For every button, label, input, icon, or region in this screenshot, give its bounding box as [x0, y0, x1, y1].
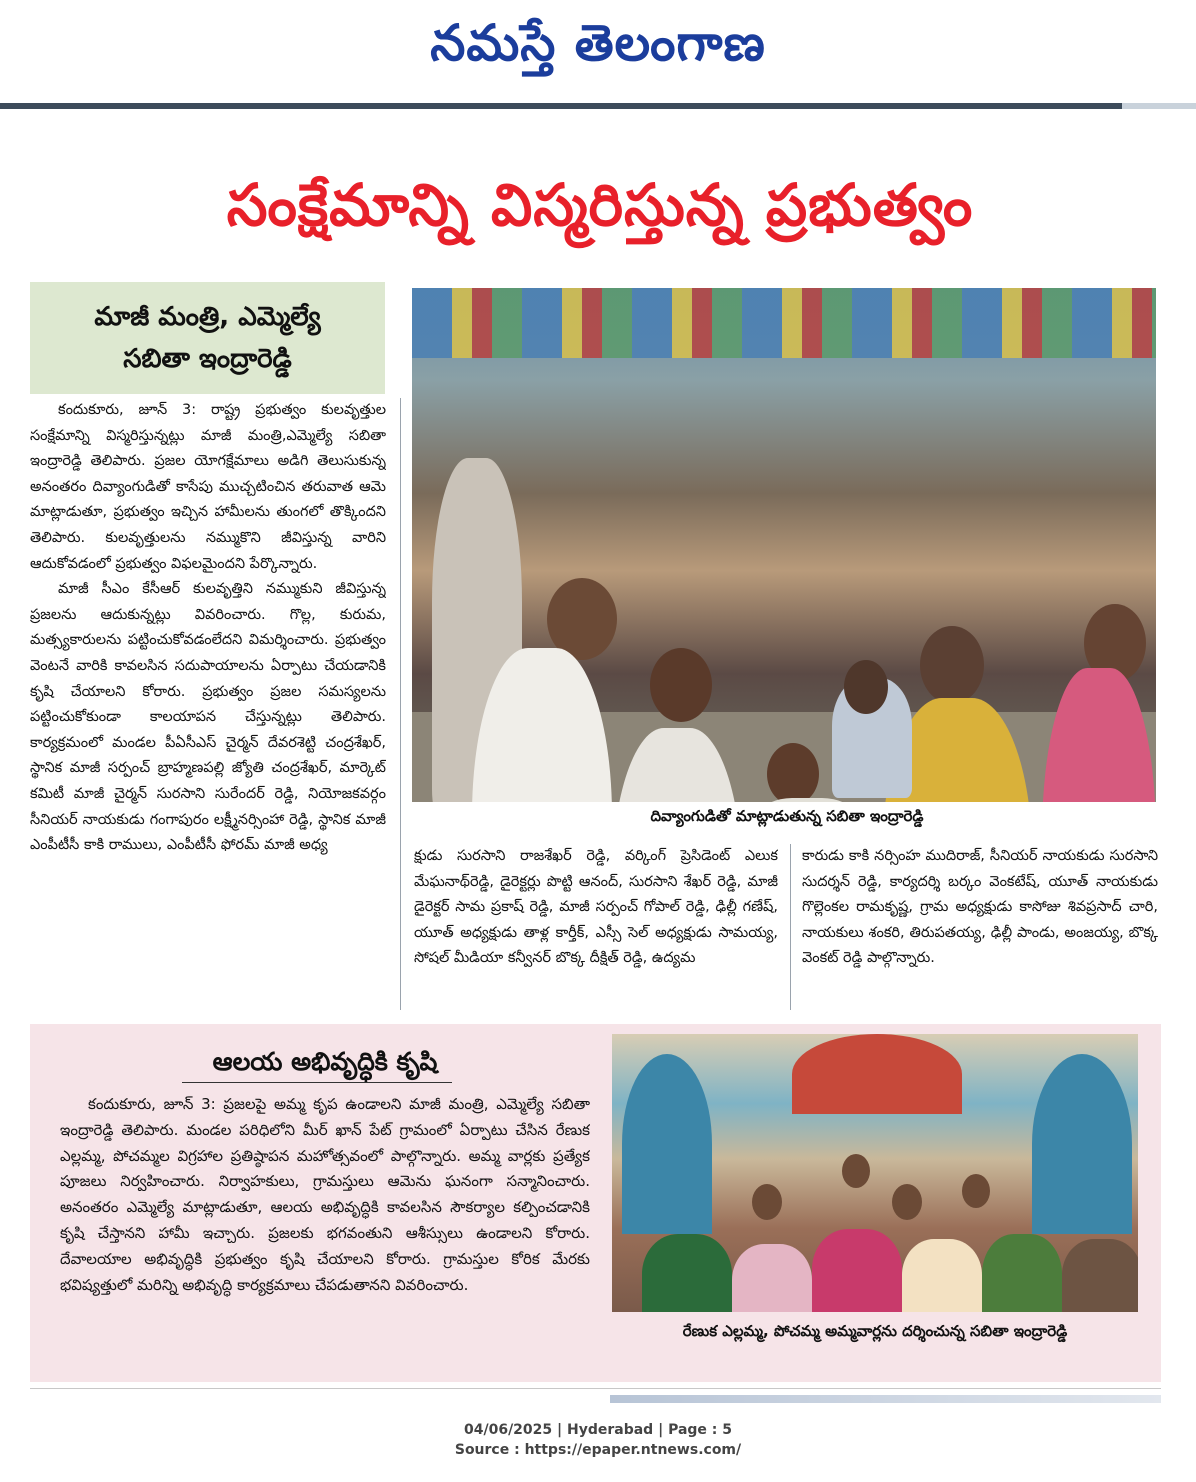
byline-line1: మాజీ మంత్రి, ఎమ్మెల్యే [94, 302, 321, 332]
article1-photo-caption: దివ్యాంగుడితో మాట్లాడుతున్న సబితా ఇంద్రారెడ్డి [606, 803, 968, 831]
article2-paragraph: కందుకూరు, జూన్ 3: ప్రజలపై అమ్మ కృప ఉండాలని మాజీ మంత్రి, ఎమ్మెల్యే సబితా ఇంద్రారెడ్డి తెలిపారు. మండల పరిధిలోని మీర్ ఖాన్ పేట్ గ్రామంలో ఏర్పాటు చేసిన రేణుక ఎల్లమ్మ, పోచమ్మల విగ్రహాల ప్రతిష్ఠాపన మహోత్సవంలో పాల్గొన్నారు. అమ్మ వార్లకు ప్రత్యేక పూజలు నిర్వహించారు. నిర్వాహకులు, గ్రామస్తులు ఆమెను ఘనంగా సన్మానించారు. అనంతరం ఎమ్మెల్యే మాట్లాడుతూ, ఆలయ అభివృద్ధికి కావలసిన సౌకర్యాల కల్పించడానికి కృషి చేస్తానని హామీ ఇచ్చారు. ప్రజలకు భగవంతుని ఆశీస్సులు ఉండాలని కోరారు. దేవాలయాల అభివృద్ధికి ప్రభుత్వం కృషి చేయాలని కోరారు. గ్రామస్తుల కోరిక మేరకు భవిష్యత్తులో మరిన్ని అభివృద్ధి కార్యక్రమాలు చేపడుతానని వివరించారు. [60, 1095, 590, 1294]
byline-box [30, 282, 385, 394]
article2-heading: ఆలయ అభివృద్ధికి కృషి [212, 1047, 438, 1076]
next-article-strip [610, 1395, 1161, 1403]
article1-column1 [30, 398, 386, 1010]
masthead-rule [0, 103, 1122, 109]
article1-paragraph1: కందుకూరు, జూన్ 3: రాష్ట్ర ప్రభుత్వం కులవృత్తుల సంక్షేమాన్ని విస్మరిస్తున్నట్లు మాజీ మంత్రి,ఎమ్మెల్యే సబితా ఇంద్రారెడ్డి తెలిపారు. ప్రజల యోగక్షేమాలు అడిగి తెలుసుకున్న అనంతరం దివ్యాంగుడితో కాసేపు ముచ్చటించిన తరువాత ఆమె మాట్లాడుతూ, ప్రభుత్వం ఇచ్చిన హామీలను తుంగలో తొక్కిందని తెలిపారు. కులవృత్తులను నమ్ముకొని జీవిస్తున్న వారిని ఆదుకోవడంలో ప్రభుత్వం విఫలమైందని పేర్కొన్నారు. [30, 402, 386, 572]
article1-column3-text: కారుడు కాకి నర్సింహ ముదిరాజ్, సీనియర్ నాయకుడు సురసాని సుదర్శన్ రెడ్డి, కార్యదర్శి బర్కం వెంకటేష్, యూత్ నాయకుడు గొల్లెంకల రామకృష్ణ, గ్రామ అధ్యక్షుడు కాసోజు శివప్రసాద్ చారి, నాయకులు శంకరి, తిరుపతయ్య, ఢిల్లీ పాండు, అంజయ్య, బొక్క వెంకట్ రెడ్డి పాల్గొన్నారు. [802, 848, 1158, 967]
article1-column2-text: క్షుడు సురసాని రాజశేఖర్ రెడ్డి, వర్కింగ్ ప్రెసిడెంట్ ఎలుక మేఘనాథ్‌రెడ్డి, డైరెక్టర్లు పొట్టి ఆనంద్, సురసాని శేఖర్ రెడ్డి, మాజీ డైరెక్టర్ సామ ప్రకాష్ రెడ్డి, మాజీ సర్పంచ్ గోపాల్ రెడ్డి, ఢిల్లీ గణేష్, యూత్ అధ్యక్షుడు తాళ్ల కార్తీక్, ఎస్సీ సెల్ అధ్యక్షుడు సామయ్య, సోషల్ మీడియా కన్వీనర్ బొక్క దీక్షిత్ రెడ్డి, ఉద్యమ [414, 848, 778, 967]
footer-source-line: Source : https://epaper.ntnews.com/ [454, 1442, 742, 1458]
masthead-title: నమస్తే తెలంగాణ [430, 13, 766, 72]
page-bottom-rule [30, 1388, 1161, 1389]
article2-photo [612, 1034, 1138, 1312]
article2-body [60, 1092, 590, 1372]
article2-heading-underline [182, 1082, 452, 1083]
article1-column2 [414, 844, 778, 1010]
column-divider [790, 844, 791, 1010]
article2-photo-caption: రేణుక ఎల్లమ్మ, పోచమ్మ అమ్మవార్లను దర్శించున్న సబితా ఇంద్రారెడ్డి [682, 1322, 1068, 1340]
footer-date-line: 04/06/2025 | Hyderabad | Page : 5 [463, 1422, 733, 1438]
column-divider [400, 398, 401, 1010]
article1-column3 [802, 844, 1158, 1010]
masthead-rule-end [1122, 103, 1196, 109]
byline-line2: సబితా ఇంద్రారెడ్డి [123, 344, 292, 374]
headline: సంక్షేమాన్ని విస్మరిస్తున్న ప్రభుత్వం [226, 171, 974, 239]
article1-paragraph2: మాజీ సీఎం కేసీఆర్ కులవృత్తిని నమ్ముకుని జీవిస్తున్న ప్రజలను ఆదుకున్నట్లు వివరించారు. గొల్ల, కురుమ, మత్స్యకారులను పట్టించుకోవడంలేదని విమర్శించారు. ప్రభుత్వం వెంటనే వారికి కావలసిన సదుపాయాలను ఏర్పాటు చేయడానికి కృషి చేయాలని కోరారు. ప్రభుత్వం ప్రజల సమస్యలను పట్టించుకోకుండా కాలయాపన చేస్తున్నట్లు తెలిపారు. కార్యక్రమంలో మండల పీఏసీఎస్ చైర్మన్ దేవరశెట్టి చంద్రశేఖర్, స్థానిక మాజీ సర్పంచ్ బ్రాహ్మణపల్లి జ్యోతి చంద్రశేఖర్, మార్కెట్ కమిటీ మాజీ చైర్మన్ సురసాని సురేందర్ రెడ్డి, నియోజకవర్గం సీనియర్ నాయకుడు గంగాపురం లక్ష్మీనర్సింహా రెడ్డి, స్థానిక మాజీ ఎంపీటీసీ కాకి రాములు, ఎంపీటీసీ ఫోరమ్ మాజీ అధ్య [30, 581, 386, 854]
article1-photo [412, 288, 1156, 802]
